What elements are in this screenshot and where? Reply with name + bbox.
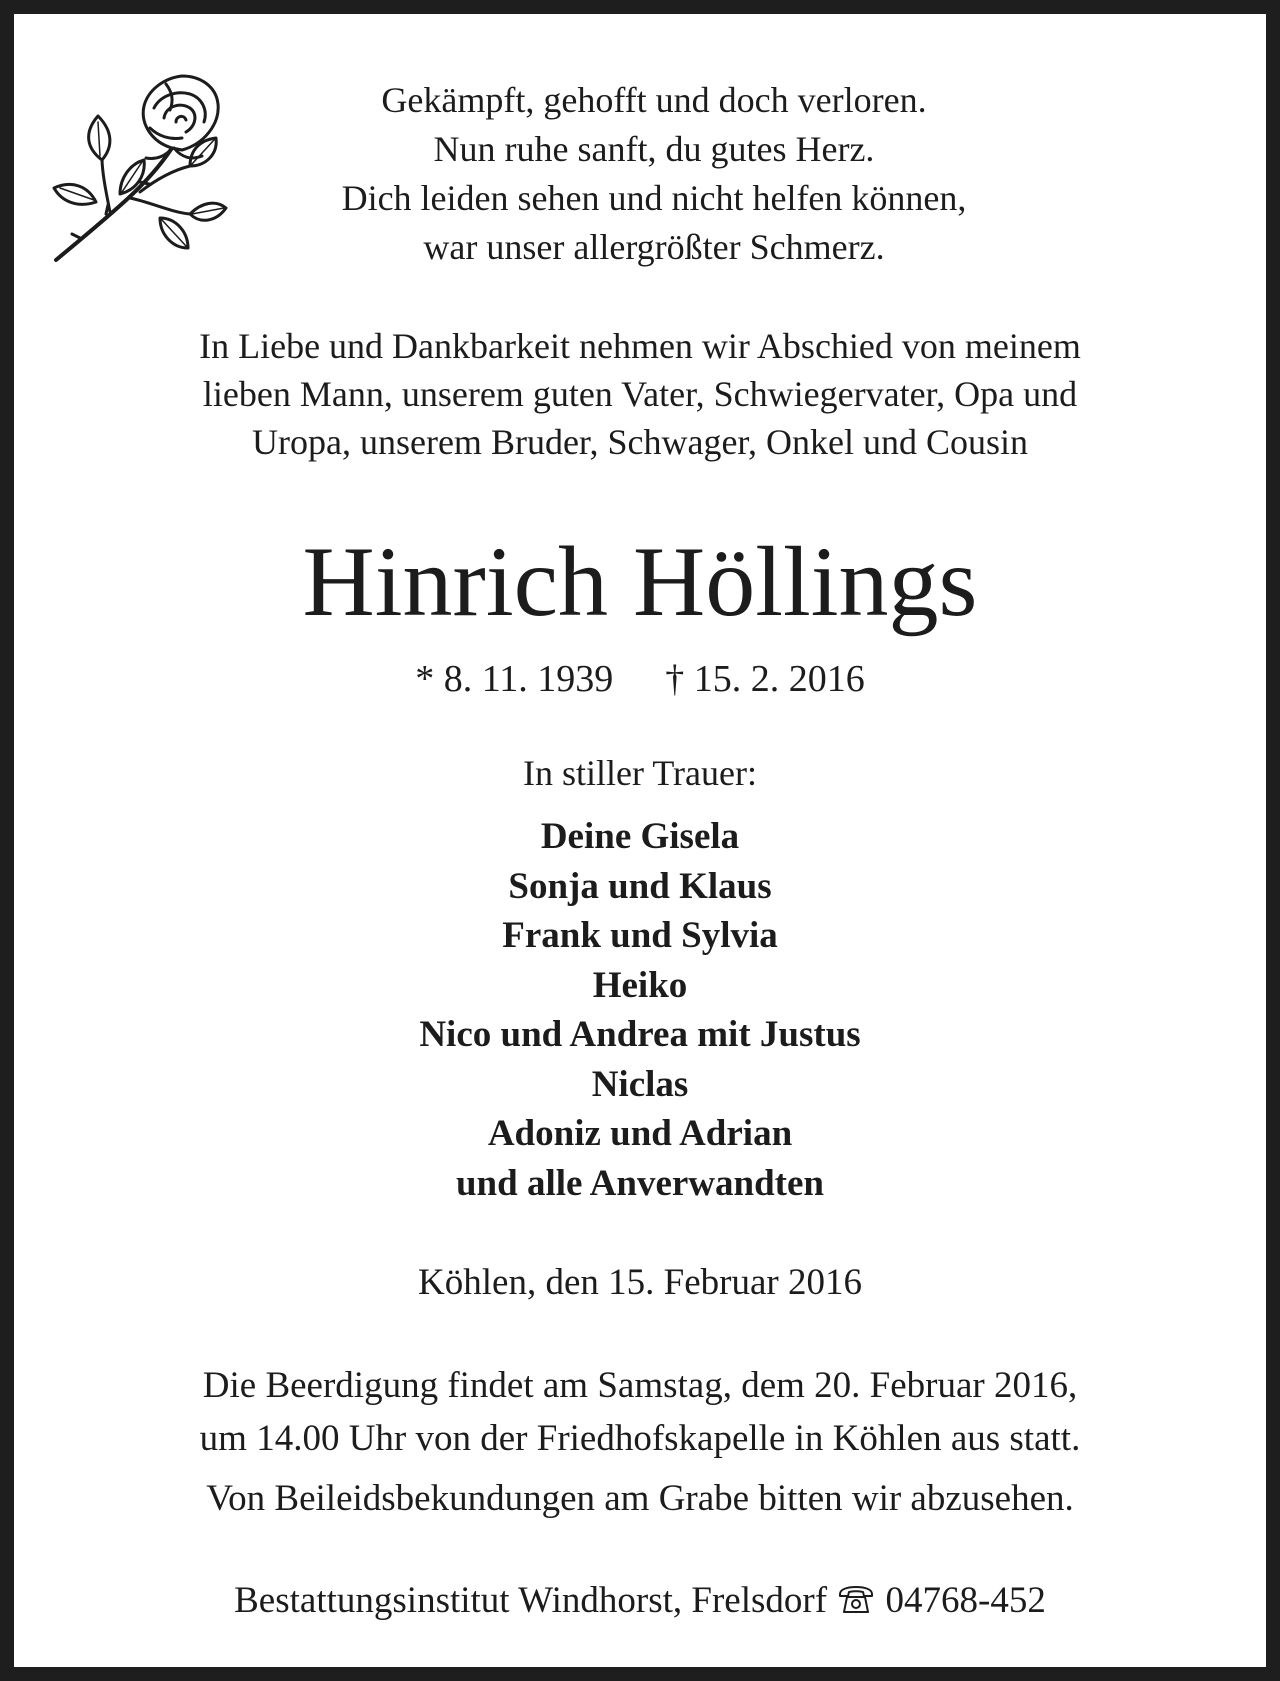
poem-line: Dich leiden sehen und nicht helfen können, (341, 178, 967, 218)
intro-line: Uropa, unserem Bruder, Schwager, Onkel und Cousin (252, 422, 1028, 462)
intro-text (54, 322, 1226, 466)
place-date: Köhlen, den 15. Februar 2016 (418, 1262, 862, 1303)
funeral-info (14, 1359, 1266, 1465)
mourner-name: Heiko (592, 964, 688, 1006)
funeral-line: um 14.00 Uhr von der Friedhofskapelle in Köhlen aus statt. (199, 1418, 1081, 1459)
birth-date: * 8. 11. 1939 (415, 658, 614, 700)
intro-line: lieben Mann, unserem guten Vater, Schwiegervater, Opa und (202, 374, 1078, 414)
mourner-name: Frank und Sylvia (502, 915, 778, 956)
condolence-note: Von Beileidsbekundungen am Grabe bitten wir abzusehen. (206, 1478, 1074, 1519)
mourner-name: Adoniz und Adrian (487, 1113, 793, 1154)
mourner-name: Sonja und Klaus (508, 865, 772, 907)
deceased-name: Hinrich Höllings (302, 526, 978, 637)
poem (204, 76, 1104, 272)
mourner-name: und alle Anverwandten (455, 1162, 824, 1204)
obituary-content (14, 14, 1266, 1667)
poem-line: Nun ruhe sanft, du gutes Herz. (433, 129, 875, 169)
rose-icon (40, 62, 228, 272)
undertaker-name: Bestattungsinstitut Windhorst, Frelsdorf (234, 1580, 828, 1621)
phone-number: 04768-452 (885, 1580, 1046, 1621)
mourner-name: Nico und Andrea mit Justus (419, 1014, 861, 1055)
poem-line: Gekämpft, gehofft und doch verloren. (381, 80, 927, 120)
death-date: † 15. 2. 2016 (665, 658, 865, 700)
poem-line: war unser allergrößter Schmerz. (423, 227, 885, 267)
mourning-label: In stiller Trauer: (523, 753, 757, 793)
telephone-icon (836, 1585, 876, 1615)
funeral-line: Die Beerdigung findet am Samstag, dem 20. Februar 2016, (202, 1365, 1078, 1406)
undertaker-line (14, 1576, 1266, 1626)
life-dates (14, 654, 1266, 704)
mourners-list (14, 812, 1266, 1208)
mourner-name: Deine Gisela (540, 816, 740, 857)
mourner-name: Niclas (591, 1063, 689, 1105)
intro-line: In Liebe und Dankbarkeit nehmen wir Abschied von meinem (199, 326, 1081, 366)
